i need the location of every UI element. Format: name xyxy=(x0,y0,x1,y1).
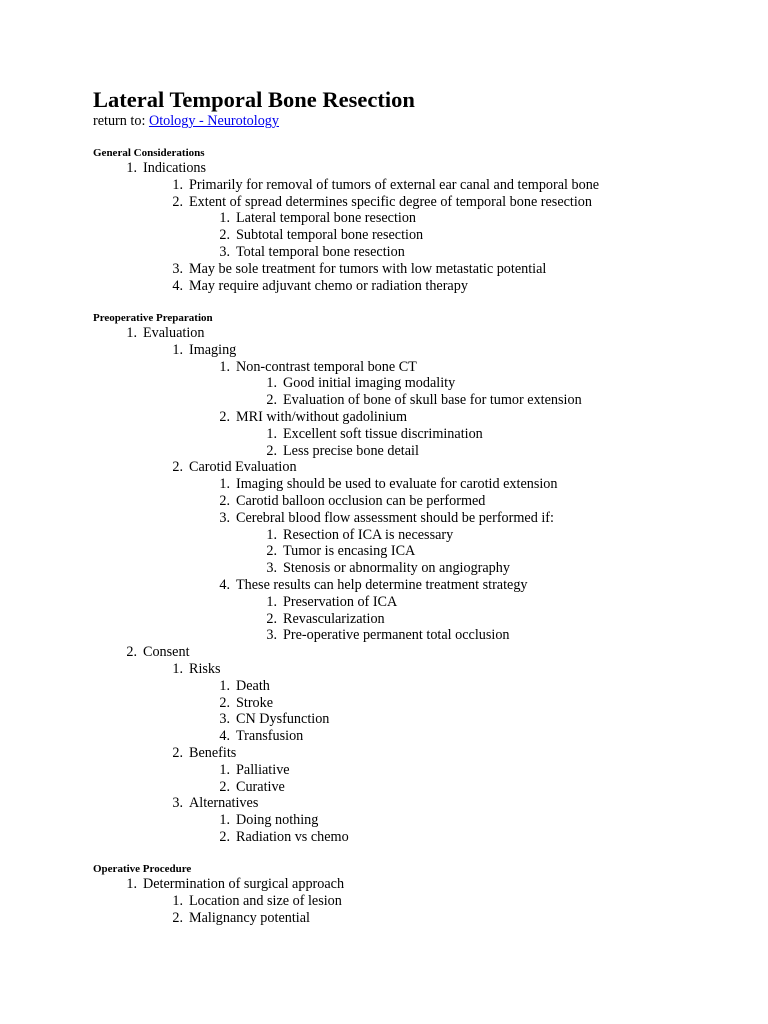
list-item-number: 1. xyxy=(126,325,137,341)
list-item-number: 2. xyxy=(172,745,183,761)
list-item-number: 3. xyxy=(219,711,230,727)
list-item-number: 2. xyxy=(172,910,183,926)
list-item-text: May require adjuvant chemo or radiation therapy xyxy=(189,278,468,294)
list-item-text: Imaging should be used to evaluate for carotid extension xyxy=(236,476,558,492)
list-item-number: 2. xyxy=(172,459,183,475)
list-item-text: Stroke xyxy=(236,695,274,711)
list-item-text: May be sole treatment for tumors with low metastatic potential xyxy=(189,261,547,277)
otology-neurotology-link[interactable]: Otology - Neurotology xyxy=(148,113,279,129)
list-item-text: Carotid Evaluation xyxy=(189,459,297,475)
list-item-number: 2. xyxy=(219,227,230,243)
list-item-number: 1. xyxy=(126,876,137,892)
list-item-number: 3. xyxy=(219,244,230,260)
list-item-text: Primarily for removal of tumors of external ear canal and temporal bone xyxy=(189,177,600,193)
list-item-number: 1. xyxy=(172,661,183,677)
list-item-number: 1. xyxy=(219,812,230,828)
list-item-text: Preservation of ICA xyxy=(283,594,398,610)
list-item-number: 1. xyxy=(126,160,137,176)
list-item-text: Stenosis or abnormality on angiography xyxy=(283,560,510,576)
list-item-number: 2. xyxy=(266,543,277,559)
list-item-text: Carotid balloon occlusion can be performed xyxy=(236,493,486,509)
list-item-text: Non-contrast temporal bone CT xyxy=(236,359,417,375)
list-item-number: 2. xyxy=(266,611,277,627)
list-item-number: 2. xyxy=(219,829,230,845)
list-item-number: 1. xyxy=(172,177,183,193)
list-item-number: 4. xyxy=(172,278,183,294)
list-item-text: Alternatives xyxy=(189,795,259,811)
list-item-text: Revascularization xyxy=(283,611,385,627)
list-item-number: 1. xyxy=(219,762,230,778)
list-item-text: Lateral temporal bone resection xyxy=(236,210,417,226)
list-item-number: 3. xyxy=(266,560,277,576)
list-item-text: Total temporal bone resection xyxy=(236,244,405,260)
return-line xyxy=(93,112,279,130)
list-item-number: 1. xyxy=(172,342,183,358)
list-item-text: Location and size of lesion xyxy=(189,893,342,909)
section-heading: Operative Procedure xyxy=(93,863,192,875)
list-item-text: Benefits xyxy=(189,745,237,761)
list-item-number: 2. xyxy=(219,493,230,509)
list-item-text: Consent xyxy=(143,644,190,660)
list-item-text: Subtotal temporal bone resection xyxy=(236,227,424,243)
list-item-number: 1. xyxy=(266,426,277,442)
list-item-text: Excellent soft tissue discrimination xyxy=(283,426,483,442)
list-item-text: Less precise bone detail xyxy=(283,443,419,459)
list-item-number: 3. xyxy=(172,795,183,811)
list-item-number: 1. xyxy=(219,359,230,375)
return-prefix: return to: xyxy=(93,113,146,129)
list-item-number: 2. xyxy=(172,194,183,210)
list-item-number: 3. xyxy=(219,510,230,526)
section-heading: General Considerations xyxy=(93,147,205,159)
list-item-text: Extent of spread determines specific degree of temporal bone resection xyxy=(189,194,592,210)
list-item-number: 1. xyxy=(219,678,230,694)
list-item-number: 1. xyxy=(219,476,230,492)
list-item-number: 2. xyxy=(219,695,230,711)
list-item-text: Good initial imaging modality xyxy=(283,375,456,391)
list-item-text: Imaging xyxy=(189,342,237,358)
list-item-text: Indications xyxy=(143,160,207,176)
list-item-text: CN Dysfunction xyxy=(236,711,330,727)
list-item-number: 2. xyxy=(266,443,277,459)
list-item-number: 1. xyxy=(266,375,277,391)
list-item-text: Radiation vs chemo xyxy=(236,829,349,845)
list-item-number: 1. xyxy=(172,893,183,909)
list-item-number: 2. xyxy=(266,392,277,408)
list-item-text: Risks xyxy=(189,661,221,677)
page-title: Lateral Temporal Bone Resection xyxy=(93,87,415,112)
list-item-number: 2. xyxy=(219,779,230,795)
list-item-number: 1. xyxy=(266,594,277,610)
list-item-number: 3. xyxy=(266,627,277,643)
list-item-number: 2. xyxy=(126,644,137,660)
list-item-text: Determination of surgical approach xyxy=(143,876,345,892)
list-item-text: MRI with/without gadolinium xyxy=(236,409,408,425)
list-item-text: Pre-operative permanent total occlusion xyxy=(283,627,510,643)
list-item-number: 3. xyxy=(172,261,183,277)
list-item-text: Evaluation of bone of skull base for tumor extension xyxy=(283,392,582,408)
list-item-text: These results can help determine treatment strategy xyxy=(236,577,528,593)
list-item-text: Tumor is encasing ICA xyxy=(283,543,416,559)
list-item-number: 2. xyxy=(219,409,230,425)
list-item-text: Resection of ICA is necessary xyxy=(283,527,454,543)
list-item-text: Transfusion xyxy=(236,728,304,744)
list-item-number: 4. xyxy=(219,577,230,593)
list-item-text: Evaluation xyxy=(143,325,205,341)
list-item-number: 4. xyxy=(219,728,230,744)
list-item-text: Palliative xyxy=(236,762,290,778)
section-heading: Preoperative Preparation xyxy=(93,312,213,324)
list-item-number: 1. xyxy=(219,210,230,226)
list-item-text: Cerebral blood flow assessment should be performed if: xyxy=(236,510,554,526)
list-item-text: Doing nothing xyxy=(236,812,319,828)
list-item-text: Malignancy potential xyxy=(189,910,310,926)
list-item-number: 1. xyxy=(266,527,277,543)
list-item-text: Curative xyxy=(236,779,285,795)
list-item-text: Death xyxy=(236,678,270,694)
